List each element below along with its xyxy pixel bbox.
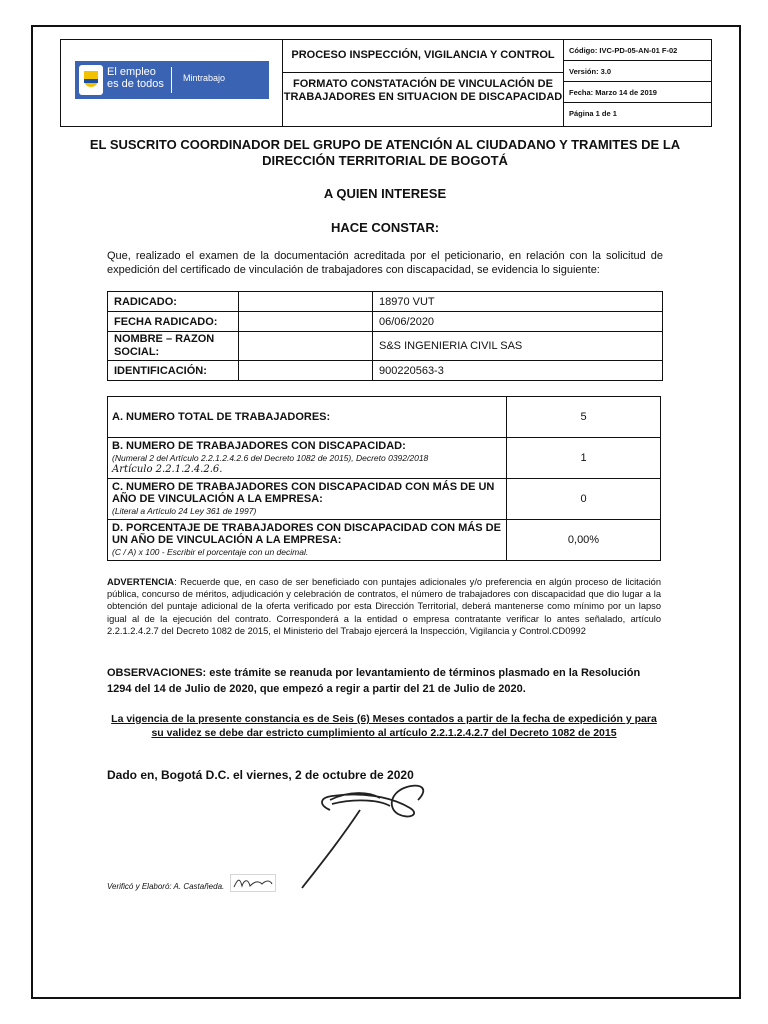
- coat-of-arms-icon: [79, 65, 103, 95]
- main-title: EL SUSCRITO COORDINADOR DEL GRUPO DE ATENCIÓN AL CIUDADANO Y TRAMITES DE LA DIRECCIÓN TERRITORIAL DE BOGOTÁ: [89, 137, 681, 168]
- table-label: [108, 520, 507, 561]
- table-label: [108, 397, 507, 438]
- header-divider: [282, 72, 563, 73]
- signature: [270, 770, 450, 890]
- document-header: [60, 39, 712, 127]
- warning-label: ADVERTENCIA: [107, 577, 175, 587]
- table-row: [108, 397, 661, 438]
- row-d-label: D. PORCENTAJE DE TRABAJADORES CON DISCAPACIDAD CON MÁS DE UN AÑO DE VINCULACIÓN A LA EMPRESA:: [112, 522, 501, 546]
- certifies-heading: HACE CONSTAR:: [330, 220, 440, 235]
- table-label: IDENTIFICACIÓN:: [108, 361, 239, 381]
- logo-divider: [171, 67, 172, 93]
- row-c-label: C. NUMERO DE TRABAJADORES CON DISCAPACIDAD CON MÁS DE UN AÑO DE VINCULACIÓN A LA EMPRESA:: [112, 481, 495, 505]
- doc-version: Versión: 3.0: [564, 61, 711, 82]
- table-row: [108, 292, 663, 312]
- row-b-value: 1: [507, 438, 661, 479]
- table-value: 900220563-3: [373, 361, 663, 381]
- row-b-label: B. NUMERO DE TRABAJADORES CON DISCAPACIDAD:: [112, 440, 406, 452]
- applicant-info-table: [107, 291, 663, 381]
- intro-paragraph: Que, realizado el examen de la documentación acreditada por el peticionario, en relación con la solicitud de expedición del certificado de vinculación de trabajadores con discapacidad, se evidencia lo siguiente:: [107, 250, 663, 276]
- row-b-note2: Artículo 2.2.1.2.4.2.6.: [112, 464, 223, 475]
- row-a-label: A. NUMERO TOTAL DE TRABAJADORES:: [112, 411, 331, 423]
- validity-paragraph: La vigencia de la presente constancia es de Seis (6) Meses contados a partir de la fecha de expedición y para su validez se debe dar estricto cumplimiento al artículo 2.2.1.2.4.2.7 del Decreto 1082 de 2015: [111, 713, 657, 739]
- table-value: 06/06/2020: [373, 312, 663, 332]
- table-row: [108, 479, 661, 520]
- ministry-logo: [75, 61, 269, 99]
- doc-code: Código: IVC-PD-05-AN-01 F-02: [564, 40, 711, 61]
- row-a-value: 5: [507, 397, 661, 438]
- table-empty-cell: [239, 361, 373, 381]
- workers-table: [107, 396, 661, 561]
- table-empty-cell: [239, 312, 373, 332]
- table-row: [108, 361, 663, 381]
- table-label: [108, 438, 507, 479]
- table-label: [108, 479, 507, 520]
- row-b-note: (Numeral 2 del Artículo 2.2.1.2.4.2.6 del Decreto 1082 de 2015), Decreto 0392/2018: [112, 453, 429, 463]
- observations-paragraph: OBSERVACIONES: este trámite se reanuda por levantamiento de términos plasmado en la Resolución 1294 del 14 de Julio de 2020, que empezó a regir a partir del 21 de Julio de 2020.: [107, 667, 641, 695]
- row-c-value: 0: [507, 479, 661, 520]
- logo-ministry: Mintrabajo: [183, 73, 226, 83]
- table-row: [108, 332, 663, 361]
- table-empty-cell: [239, 292, 373, 312]
- table-label: FECHA RADICADO:: [108, 312, 239, 332]
- table-value: 18970 VUT: [373, 292, 663, 312]
- verified-by: Verificó y Elaboró: A. Castañeda.: [107, 882, 225, 891]
- row-d-value: 0,00%: [507, 520, 661, 561]
- row-d-note: (C / A) x 100 - Escribir el porcentaje con un decimal.: [112, 547, 309, 557]
- table-empty-cell: [239, 332, 373, 361]
- table-label: NOMBRE – RAZON SOCIAL:: [108, 332, 239, 361]
- process-title: PROCESO INSPECCIÓN, VIGILANCIA Y CONTROL: [291, 49, 555, 61]
- row-c-note: (Literal a Artículo 24 Ley 361 de 1997): [112, 506, 257, 516]
- warning-paragraph: [107, 576, 661, 637]
- table-label: RADICADO:: [108, 292, 239, 312]
- table-value: S&S INGENIERIA CIVIL SAS: [373, 332, 663, 361]
- doc-page: Página 1 de 1: [569, 109, 617, 118]
- doc-date: Fecha: Marzo 14 de 2019: [564, 82, 711, 103]
- table-row: [108, 438, 661, 479]
- logo-line2: es de todos: [107, 78, 164, 90]
- to-whom-heading: A QUIEN INTERESE: [323, 186, 447, 201]
- initials-signature: [230, 874, 276, 892]
- warning-text: : Recuerde que, en caso de ser beneficiado con puntajes adicionales y/o preferencia en algún proceso de licitación pública, concurso de méritos, adjudicación y celebración de contratos, el número de trabajadores con discapacidad que dio lugar a la obtención del puntaje adicional de la oferta verificado por esta Dirección Territorial, deberá mantenerse como mínimo por un lapso igual al de la ejecución del contrato. Corresponderá a la entidad o empresa contratante verificar lo antes señalado, artículo 2.2.1.2.4.2.7 del Decreto 1082 de 2015, el Ministerio del Trabajo ejercerá la Inspección, Vigilancia y Control.CD0992: [107, 577, 661, 636]
- format-title: FORMATO CONSTATACIÓN DE VINCULACIÓN DE TRABAJADORES EN SITUACION DE DISCAPACIDAD: [283, 78, 563, 103]
- logo-line1: El empleo: [107, 66, 156, 78]
- table-row: [108, 312, 663, 332]
- table-row: [108, 520, 661, 561]
- given-date: Dado en, Bogotá D.C. el viernes, 2 de octubre de 2020: [107, 768, 414, 782]
